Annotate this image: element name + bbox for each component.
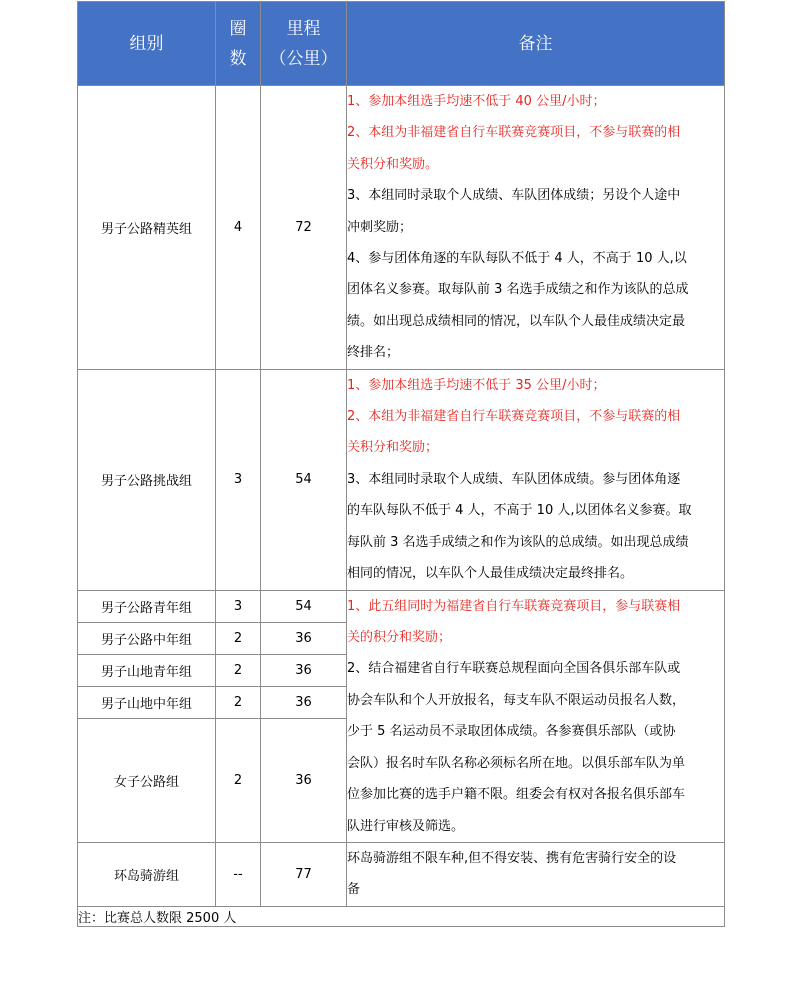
note-line: 2、结合福建省自行车联赛总规程面向全国各俱乐部车队或 <box>347 661 681 677</box>
laps-cell: 3 <box>216 590 261 622</box>
group-cell: 男子公路青年组 <box>78 590 216 622</box>
note-line: 队进行审核及筛选。 <box>347 818 465 834</box>
note-line: 1、此五组同时为福建省自行车联赛竞赛项目，参与联赛相 <box>347 598 681 614</box>
distance-cell: 36 <box>261 654 347 686</box>
header-group: 组别 <box>78 2 216 86</box>
note-line: 关积分和奖励。 <box>347 156 439 172</box>
note-line: 位参加比赛的选手户籍不限。组委会有权对各报名俱乐部车 <box>347 787 686 803</box>
note-line: 协会车队和个人开放报名，每支车队不限运动员报名人数， <box>347 692 686 708</box>
note-line: 相同的情况，以车队个人最佳成绩决定最终排名。 <box>347 566 634 582</box>
group-cell: 女子公路组 <box>78 718 216 842</box>
note-line: 团体名义参赛。取每队前 3 名选手成绩之和作为该队的总成 <box>347 282 689 298</box>
distance-cell: 72 <box>261 86 347 370</box>
footer-note: 注：比赛总人数限 2500 人 <box>78 906 725 926</box>
note-line: 少于 5 名运动员不录取团体成绩。各参赛俱乐部队（或协 <box>347 724 676 740</box>
note-line: 环岛骑游组不限车种,但不得安装、携有危害骑行安全的设 <box>347 850 677 866</box>
laps-cell: 2 <box>216 686 261 718</box>
laps-cell: -- <box>216 842 261 906</box>
note-line: 的车队每队不低于 4 人，不高于 10 人,以团体名义参赛。取 <box>347 503 692 519</box>
group-cell: 环岛骑游组 <box>78 842 216 906</box>
table-row <box>78 842 725 906</box>
header-laps: 圈数 <box>216 2 261 86</box>
laps-cell: 2 <box>216 622 261 654</box>
notes-cell-challenge <box>347 369 725 590</box>
group-cell: 男子山地中年组 <box>78 686 216 718</box>
table-row <box>78 590 725 622</box>
note-line: 2、本组为非福建省自行车联赛竞赛项目，不参与联赛的相 <box>347 409 681 425</box>
note-line: 3、本组同时录取个人成绩、车队团体成绩。参与团体角逐 <box>347 471 681 487</box>
group-cell: 男子山地青年组 <box>78 654 216 686</box>
laps-cell: 2 <box>216 654 261 686</box>
note-line: 每队前 3 名选手成绩之和作为该队的总成绩。如出现总成绩 <box>347 534 689 550</box>
laps-cell: 3 <box>216 369 261 590</box>
header-distance-line1: 里程 <box>286 18 321 39</box>
distance-cell: 36 <box>261 686 347 718</box>
distance-cell: 54 <box>261 590 347 622</box>
notes-cell-five-groups <box>347 590 725 842</box>
note-line: 关的积分和奖励； <box>347 630 452 646</box>
note-line: 关积分和奖励； <box>347 440 439 456</box>
distance-cell: 77 <box>261 842 347 906</box>
laps-cell: 4 <box>216 86 261 370</box>
laps-cell: 2 <box>216 718 261 842</box>
table-row <box>78 86 725 370</box>
header-notes: 备注 <box>347 2 725 86</box>
header-distance <box>261 2 347 86</box>
note-line: 终排名； <box>347 345 400 361</box>
distance-cell: 36 <box>261 622 347 654</box>
note-line: 1、参加本组选手均速不低于 35 公里/小时； <box>347 377 606 393</box>
note-line: 会队）报名时车队名称必须标名所在地。以俱乐部车队为单 <box>347 755 686 771</box>
distance-cell: 36 <box>261 718 347 842</box>
note-line: 3、本组同时录取个人成绩、车队团体成绩；另设个人途中 <box>347 188 681 204</box>
group-cell: 男子公路中年组 <box>78 622 216 654</box>
header-distance-line2: （公里） <box>269 48 338 69</box>
note-line: 冲刺奖励； <box>347 219 413 235</box>
note-line: 2、本组为非福建省自行车联赛竞赛项目，不参与联赛的相 <box>347 125 681 141</box>
table-row <box>78 369 725 590</box>
notes-cell-elite <box>347 86 725 370</box>
note-line: 备 <box>347 882 361 898</box>
distance-cell: 54 <box>261 369 347 590</box>
note-line: 4、参与团体角逐的车队每队不低于 4 人，不高于 10 人,以 <box>347 251 687 267</box>
notes-cell-island <box>347 842 725 906</box>
group-cell: 男子公路精英组 <box>78 86 216 370</box>
footer-row <box>78 906 725 926</box>
header-row <box>78 2 725 86</box>
group-cell: 男子公路挑战组 <box>78 369 216 590</box>
note-line: 1、参加本组选手均速不低于 40 公里/小时； <box>347 94 606 109</box>
note-line: 绩。如出现总成绩相同的情况，以车队个人最佳成绩决定最 <box>347 313 686 329</box>
competition-table <box>77 1 725 927</box>
